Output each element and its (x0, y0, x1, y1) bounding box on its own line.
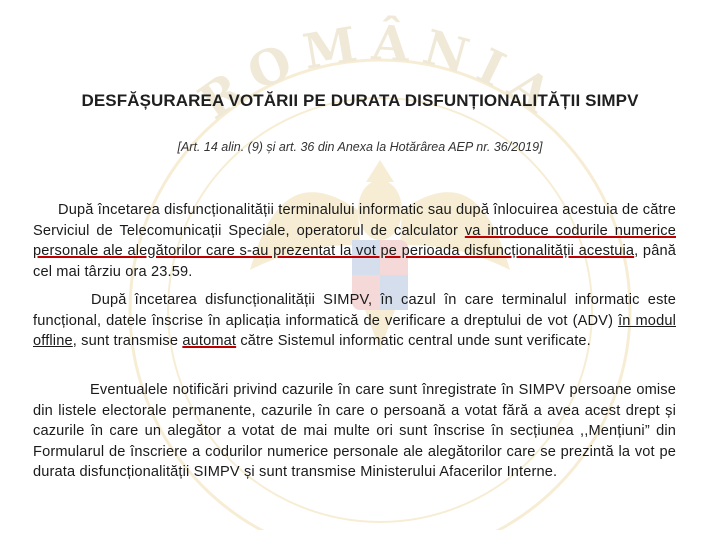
paragraph-2-underlined-offline: în modul offline (33, 312, 676, 350)
page-title: DESFĂȘURAREA VOTĂRII PE DURATA DISFUNȚIONALITĂȚII SIMPV (81, 91, 639, 110)
legal-reference: [Art. 14 alin. (9) și art. 36 din Anexa la Hotărârea AEP nr. 36/2019] (177, 140, 543, 154)
paragraph-1-text-b: , până cel mai târziu ora 23.59. (33, 243, 676, 280)
paragraph-2 (33, 290, 676, 352)
paragraph-2-underlined-automat: automat (182, 333, 237, 350)
paragraph-1-text-a: După încetarea disfuncționalității terminalului informatic sau după înlocuirea acestuia de către Serviciul de Telecomunicații Speciale, operatorul de calculator (33, 202, 676, 239)
paragraph-1 (33, 200, 676, 282)
paragraph-3-text: Eventualele notificări privind cazurile în care sunt înregistrate în SIMPV persoane omise din listele electorale permanente, cazurile în care o persoană a votat fără a avea acest drept și cazurile în care un alegător a votat de mai multe ori sunt înscrise în secțiunea ,,Mențiuni” din Formularul de înscriere a codurilor numerice personale ale alegătorilor care se prezintă la vot pe durata disfuncționalității SIMPV și sunt transmise Ministerului Afacerilor Interne. (33, 382, 676, 481)
paragraph-2-text-c: către Sistemul informatic central unde sunt verificate. (236, 333, 591, 350)
paragraph-3 (33, 380, 676, 483)
watermark-text: ROMÂNIA (189, 14, 572, 131)
paragraph-2-text-b: , sunt transmise (72, 333, 183, 350)
paragraph-2-text-a: După încetarea disfuncționalității SIMPV, în cazul în care terminalul informatic este funcțional, datele înscrise în aplicația informatică de verificare a dreptului de vot (ADV) (33, 292, 676, 329)
paragraph-1-underlined: va introduce codurile numerice personale ale alegătorilor care s-au prezentat la vot pe perioada disfuncționalității acestuia (33, 222, 676, 260)
